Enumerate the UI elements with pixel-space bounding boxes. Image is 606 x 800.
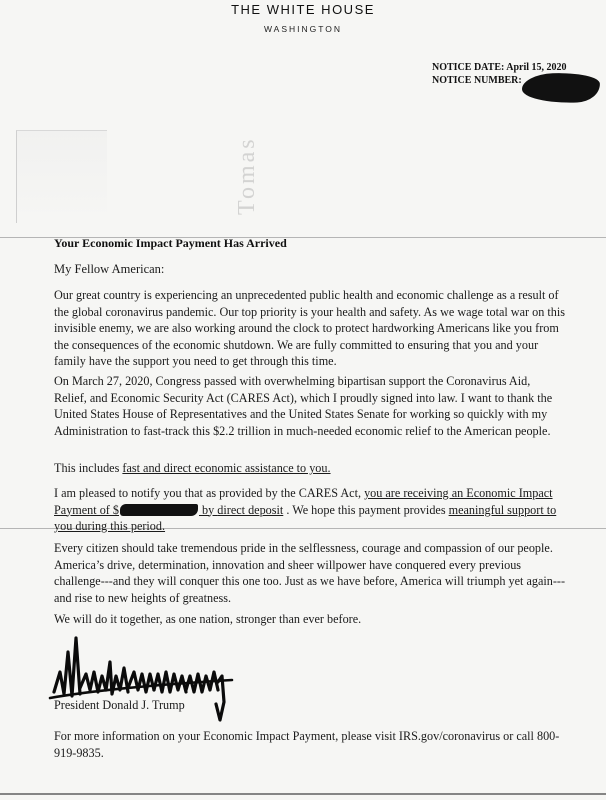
signer-name: President Donald J. Trump	[54, 698, 185, 712]
notice-number-redaction	[522, 72, 601, 105]
notice-date: NOTICE DATE: April 15, 2020	[432, 62, 567, 73]
letterhead-title: THE WHITE HOUSE	[231, 2, 375, 17]
bleed-through-marking: Tomas	[234, 136, 260, 215]
payment-method: direct deposit	[217, 502, 284, 517]
paragraph-6: We will do it together, as one nation, stronger than ever before.	[54, 612, 362, 626]
p3-underlined: fast and direct economic assistance to you.	[122, 461, 331, 475]
paragraph-1: Our great country is experiencing an unprecedented public health and economic challenge as a result of the global coronavirus pandemic. Our top priority is your health and safety. As we wage total war on this invisible enemy, we are also working around the clock to protect hardworking Americans like you from the consequences of the economic shutdown. We are fully committed to ensuring that you and your family have the support you need to get through this time.	[54, 288, 565, 368]
paragraph-3	[54, 460, 566, 477]
notice-number-label: NOTICE NUMBER:	[432, 75, 522, 86]
p4-by: by	[199, 502, 218, 517]
paragraph-4	[54, 485, 566, 535]
amount-redaction	[120, 504, 198, 516]
envelope-bleed-through	[16, 130, 107, 223]
paragraph-5: Every citizen should take tremendous pride in the selflessness, courage and compassion of our people. America’s drive, determination, innovation and sheer willpower have conquered every previous challenge---and they will conquer this one too. Just as we have before, America will triumph yet again---and rise to new heights of greatness.	[54, 541, 566, 605]
p4-mid: . We hope this payment provides	[283, 502, 449, 517]
paragraph-7: For more information on your Economic Impact Payment, please visit IRS.gov/coronavirus or call 800-919-9835.	[54, 729, 560, 760]
p4-underlined-2: meaningful support to you during this period.	[54, 502, 557, 533]
letter-salutation: My Fellow American:	[54, 262, 165, 276]
p3-text: This includes	[54, 461, 123, 475]
letter-subject: Your Economic Impact Payment Has Arrived	[54, 236, 287, 250]
p4-underlined-1: you are receiving an Economic Impact Payment of $	[54, 486, 553, 517]
page-edge	[0, 793, 606, 795]
letterhead-subtitle: WASHINGTON	[263, 24, 343, 34]
p4-text: I am pleased to notify you that as provided by the CARES Act,	[54, 486, 365, 500]
paragraph-2: On March 27, 2020, Congress passed with overwhelming bipartisan support the Coronavirus Aid, Relief, and Economic Security Act (CARES Act), which I proudly signed into law. I want to thank the United States House of Representatives and the United States Senate for working so quickly with my Administration to fast-track this $2.2 trillion in much-needed economic relief to the American people.	[54, 374, 553, 438]
